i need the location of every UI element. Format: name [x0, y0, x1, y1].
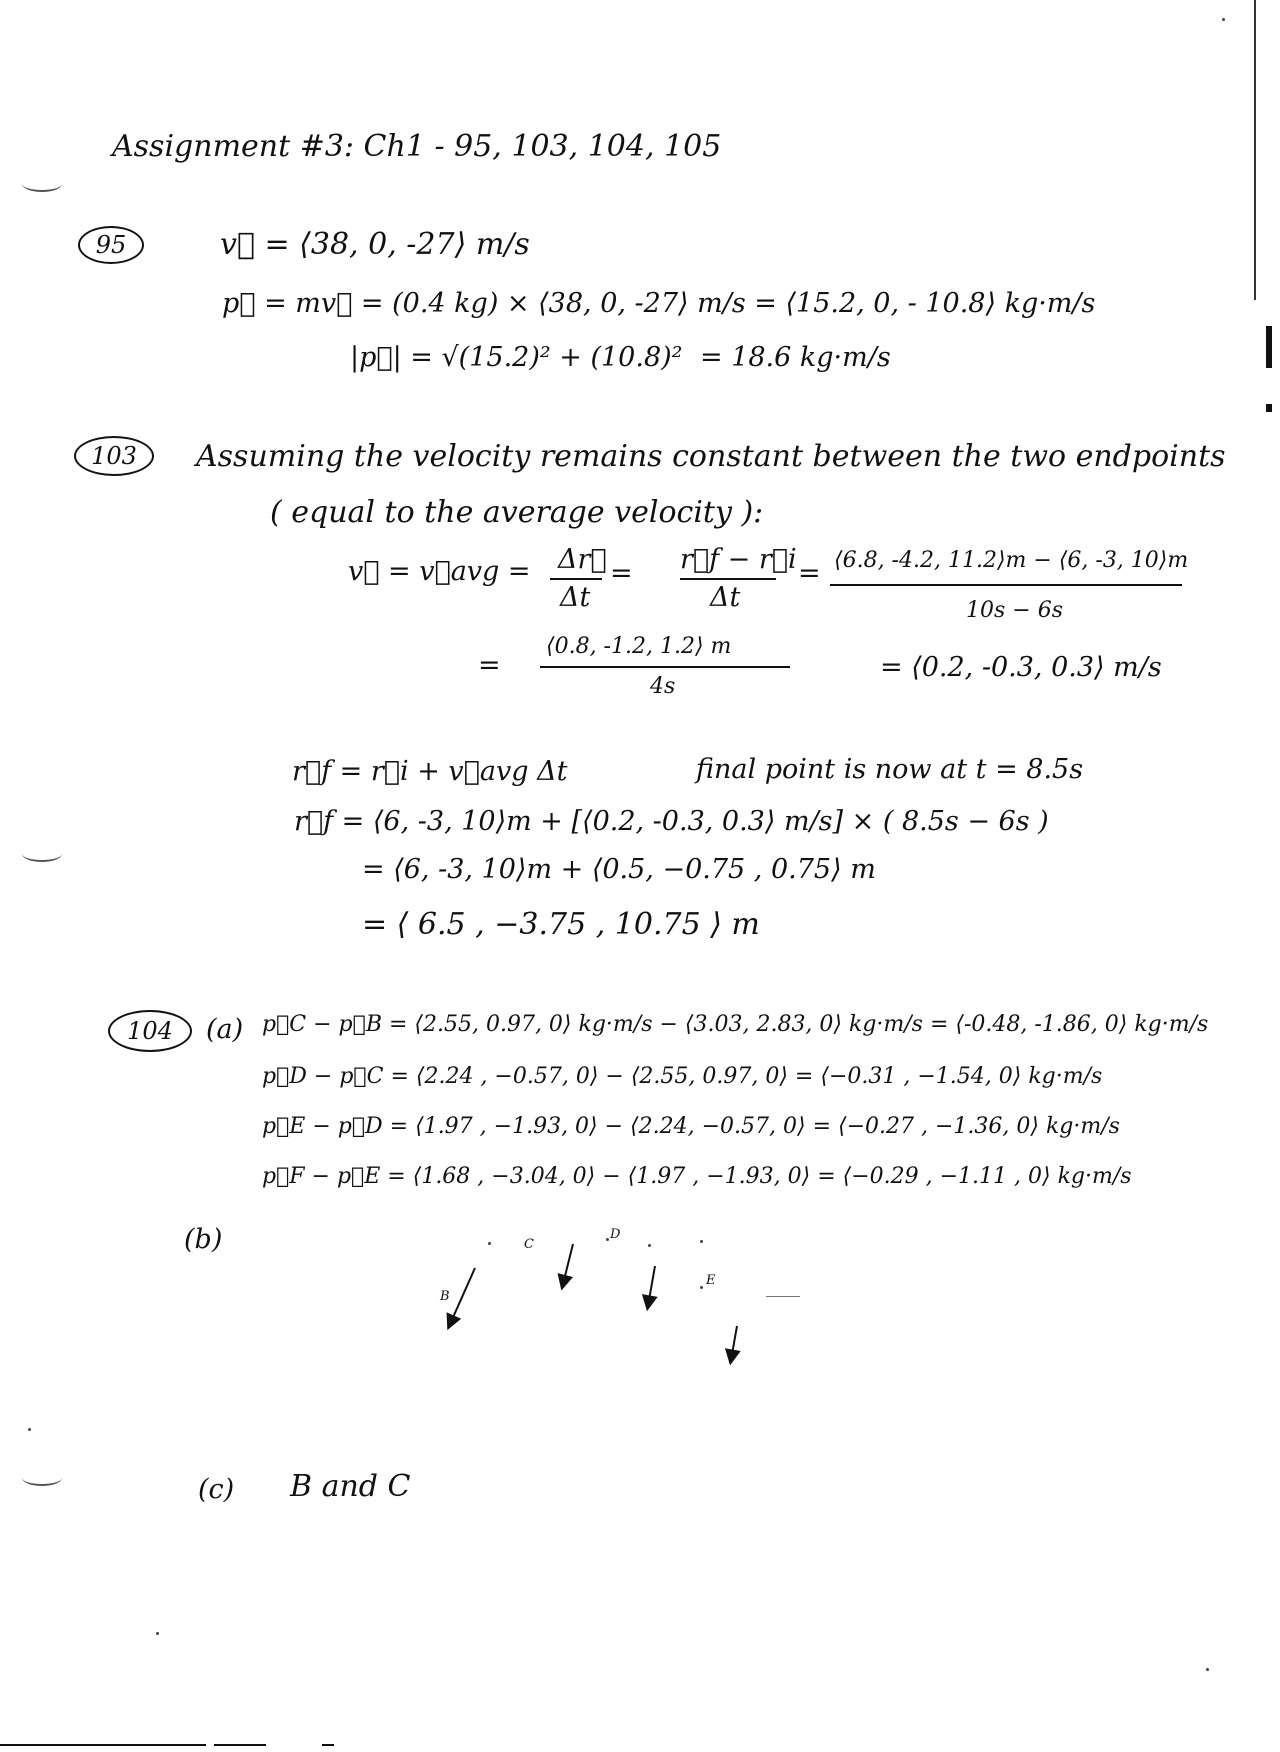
- p104-part-a-label: (a): [206, 1014, 244, 1045]
- problem-number-label: 103: [91, 442, 137, 470]
- fraction-bar: [540, 666, 790, 668]
- p103-final-answer: = ⟨ 6.5 , −3.75 , 10.75 ⟩ m: [362, 907, 760, 942]
- fraction-bar: [680, 578, 776, 580]
- p103-eq2-result: = ⟨0.2, -0.3, 0.3⟩ m/s: [880, 652, 1162, 683]
- scan-speck: [648, 1244, 651, 1247]
- problem-number-103: [74, 436, 154, 476]
- p95-magnitude-result: = 18.6 kg·m/s: [700, 342, 891, 373]
- p103-eq2-frac-num: ⟨0.8, -1.2, 1.2⟩ m: [546, 634, 732, 659]
- p103-frac1-den: Δt: [560, 582, 591, 613]
- binder-hole-mark: [22, 176, 62, 192]
- scan-speck: [156, 1632, 159, 1635]
- p95-velocity: v⃗ = ⟨38, 0, -27⟩ m/s: [220, 227, 530, 262]
- arrow-label-d: D: [610, 1227, 621, 1242]
- problem-number-label: 104: [127, 1017, 173, 1045]
- bottom-rule: [214, 1744, 266, 1746]
- arrow-label-c: C: [524, 1237, 534, 1252]
- momentum-change-arrow-c: [561, 1244, 574, 1287]
- momentum-change-arrow-d: [647, 1266, 656, 1308]
- p104-a-row1: p⃗C − p⃗B = ⟨2.55, 0.97, 0⟩ kg·m/s − ⟨3.03, 2.83, 0⟩ kg·m/s = ⟨-0.48, -1.86, 0⟩ kg·m/s: [262, 1012, 1209, 1037]
- bottom-rule: [322, 1744, 334, 1746]
- p103-frac3-num: ⟨6.8, -4.2, 11.2⟩m − ⟨6, -3, 10⟩m: [834, 548, 1189, 573]
- scan-speck: [488, 1242, 491, 1245]
- p103-eq1-equals: =: [610, 558, 633, 589]
- p103-intermediate: = ⟨6, -3, 10⟩m + ⟨0.5, −0.75 , 0.75⟩ m: [362, 854, 876, 885]
- binder-hole-mark: [22, 1470, 62, 1486]
- scan-speck: [700, 1286, 703, 1289]
- momentum-change-arrow-b: [448, 1268, 476, 1327]
- assignment-title: Assignment #3: Ch1 - 95, 103, 104, 105: [112, 129, 722, 164]
- p103-frac2-num: r⃗f − r⃗i: [680, 544, 797, 575]
- p104-a-row2: p⃗D − p⃗C = ⟨2.24 , −0.57, 0⟩ − ⟨2.55, 0.97, 0⟩ = ⟨−0.31 , −1.54, 0⟩ kg·m/s: [262, 1064, 1103, 1089]
- p103-final-time-note: final point is now at t = 8.5s: [696, 754, 1084, 785]
- momentum-change-arrow-e: [730, 1326, 738, 1362]
- problem-number-label: 95: [95, 231, 127, 259]
- p104-part-b-label: (b): [184, 1224, 223, 1255]
- p103-eq1-lhs: v⃗ = v⃗avg =: [348, 556, 531, 587]
- scan-speck: [1206, 1668, 1209, 1671]
- p103-eq2-equals: =: [478, 650, 501, 681]
- scan-speck: [700, 1240, 703, 1243]
- p104-part-c-label: (c): [198, 1474, 235, 1505]
- p103-position-equation: r⃗f = r⃗i + v⃗avg Δt: [292, 756, 568, 787]
- p104-a-row3: p⃗E − p⃗D = ⟨1.97 , −1.93, 0⟩ − ⟨2.24, −0.57, 0⟩ = ⟨−0.27 , −1.36, 0⟩ kg·m/s: [262, 1114, 1120, 1139]
- p95-momentum: p⃗ = mv⃗ = (0.4 kg) × ⟨38, 0, -27⟩ m/s = ⟨15.2, 0, - 10.8⟩ kg·m/s: [222, 288, 1096, 319]
- scan-speck-line: [766, 1296, 800, 1297]
- p103-frac2-den: Δt: [710, 582, 741, 613]
- arrow-label-b: B: [440, 1289, 450, 1304]
- scan-speck: [1222, 18, 1225, 21]
- bottom-rule: [0, 1744, 206, 1746]
- fraction-bar: [550, 578, 602, 580]
- scan-speck: [606, 1238, 609, 1241]
- p103-eq2-frac-den: 4s: [650, 674, 676, 699]
- problem-number-104: [108, 1010, 192, 1052]
- scan-edge-line: [1254, 0, 1256, 300]
- p103-frac3-den: 10s − 6s: [966, 598, 1063, 623]
- scan-speck: [28, 1428, 31, 1431]
- fraction-bar: [830, 584, 1182, 586]
- p95-magnitude-expr: |p⃗| = √(15.2)² + (10.8)²: [350, 342, 683, 373]
- problem-number-95: [78, 226, 144, 264]
- p103-intro-line2: ( equal to the average velocity ):: [270, 495, 764, 530]
- p103-eq1-equals-2: =: [798, 558, 821, 589]
- p104-a-row4: p⃗F − p⃗E = ⟨1.68 , −3.04, 0⟩ − ⟨1.97 , −1.93, 0⟩ = ⟨−0.29 , −1.11 , 0⟩ kg·m/s: [262, 1164, 1132, 1189]
- scan-edge-mark: [1266, 326, 1272, 368]
- binder-hole-mark: [22, 846, 62, 862]
- scan-edge-mark: [1266, 404, 1272, 412]
- p103-intro-line1: Assuming the velocity remains constant between the two endpoints: [196, 439, 1226, 474]
- arrow-label-e: E: [706, 1273, 716, 1288]
- p104-part-c-answer: B and C: [290, 1469, 411, 1504]
- p103-substitution: r⃗f = ⟨6, -3, 10⟩m + [⟨0.2, -0.3, 0.3⟩ m/s] × ( 8.5s − 6s ): [294, 806, 1049, 837]
- p103-frac1-num: Δr⃗: [558, 544, 607, 575]
